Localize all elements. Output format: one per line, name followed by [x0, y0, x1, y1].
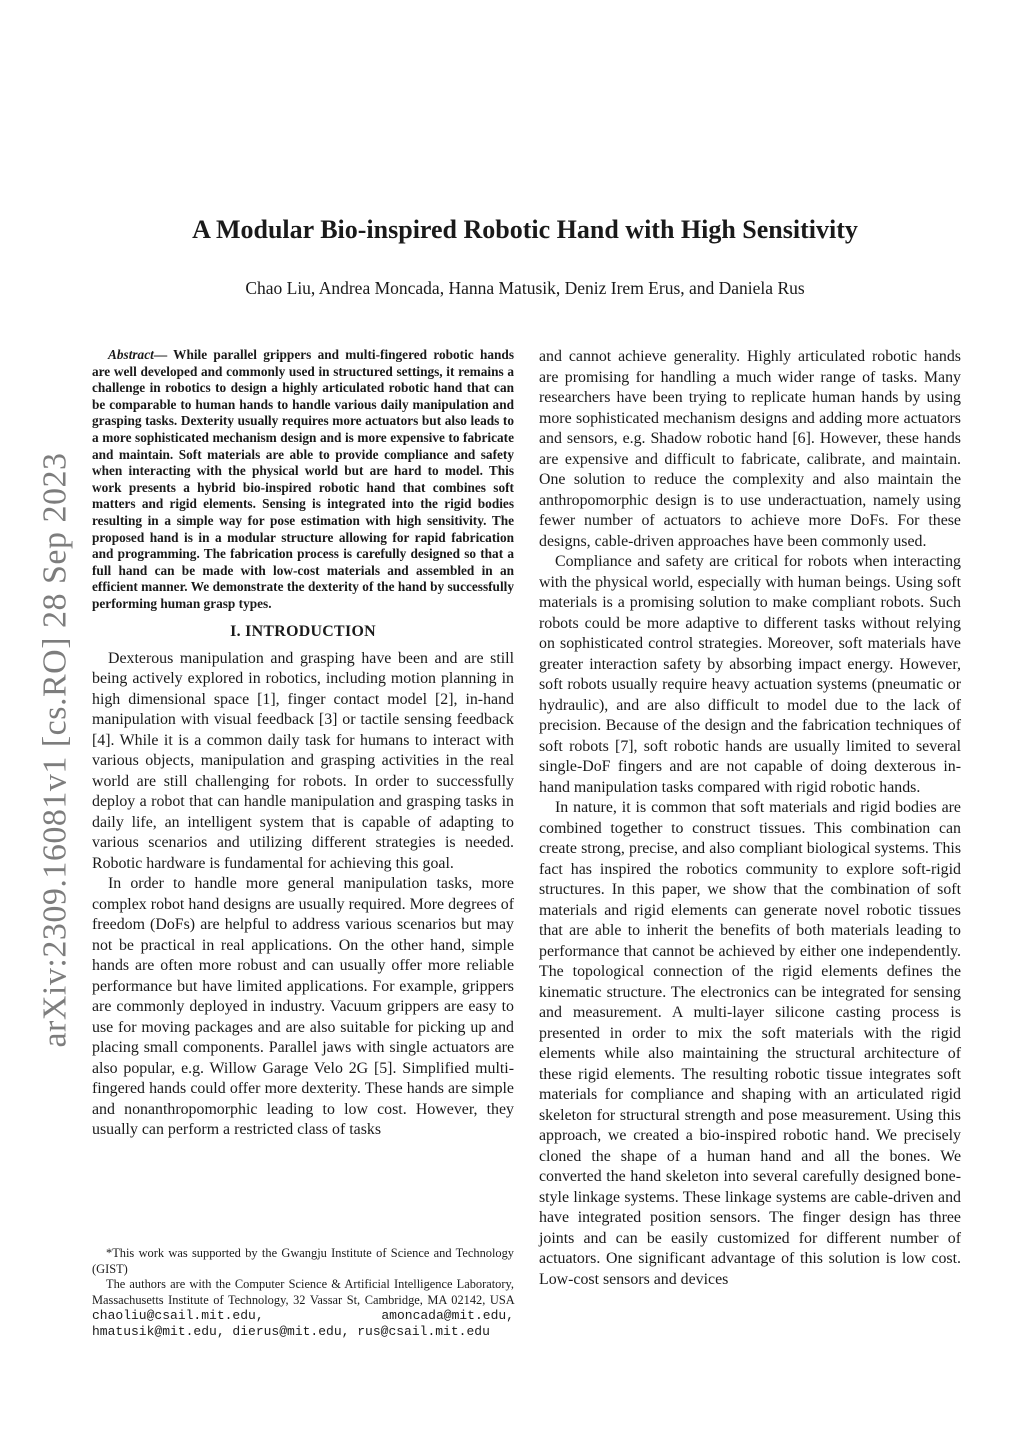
paragraph: Dexterous manipulation and grasping have been and are still being actively explored in robotics, including motion planning in high dimensional space [1], finger contact model [2], in-hand manipulation with visual feedback [3] or tactile sensing feedback [4]. While it is a common daily task for humans to interact with various objects, manipulation and grasping activities in the real world are still challenging for robots. In order to successfully deploy a robot that can handle manipulation and grasping tasks in daily life, an intelligent system that is capable of adapting to various scenarios and utilizing different strategies is needed. Robotic hardware is fundamental for achieving this goal. [92, 649, 514, 872]
author-emails: chaoliu@csail.mit.edu, amoncada@mit.edu, hmatusik@mit.edu, dierus@mit.edu, rus@csail.mit.edu [92, 1308, 514, 1339]
abstract-label: Abstract [108, 347, 154, 362]
arxiv-identifier [26, 450, 86, 1050]
left-column [92, 347, 514, 1141]
paragraph: and cannot achieve generality. Highly articulated robotic hands are promising for handling a much wider range of tasks. Many researchers have been trying to replicate human hands by using more sophisticated mechanism designs and adding more actuators and sensors, e.g. Shadow robotic hand [6]. However, these hands are expensive and difficult to fabricate, calibrate, and maintain. One solution to reduce the complexity and also maintain the anthropomorphic design is to use underactuation, namely using fewer number of actuators to achieve more DoFs. For these designs, cable-driven approaches have been commonly used. [539, 348, 961, 550]
abstract-text: While parallel grippers and multi-fingered robotic hands are well developed and commonly used in structured settings, it remains a challenge in robotics to design a highly articulated robotic hand that can be comparable to human hands to handle various daily manipulation and grasping tasks. Dexterity usually requires more actuators but also leads to a more sophisticated mechanism design and is more expensive to fabricate and maintain. Soft materials are able to provide compliance and safety when interacting with the physical world but are hard to model. This work presents a hybrid bio-inspired robotic hand that combines soft matters and rigid elements. Sensing is integrated into the rigid bodies resulting in a simple way for pose estimation with high sensitivity. The proposed hand is in a modular structure allowing for rapid fabrication and programming. The fabrication process is carefully designed so that a full hand can be made with low-cost materials and assembled in an efficient manner. We demonstrate the dexterity of the hand by successfully performing human grasp types. [92, 347, 514, 611]
section-heading-introduction: I. INTRODUCTION [230, 622, 376, 640]
paragraph: In nature, it is common that soft materials and rigid bodies are combined together to construct tissues. This combination can create strong, precise, and also compliant biological systems. This fact has inspired the robotics community to explore soft-rigid structures. In this paper, we show that the combination of soft materials and rigid elements can generate novel robotic tissues that are able to inherit the benefits of both materials leading to performance that cannot be achieved by either one independently. The topological connection of the rigid elements defines the kinematic structure. The electronics can be integrated for sensing and measurement. A multi-layer silicone casting process is presented in order to mix the soft materials with the rigid elements while also maintaining the structural architecture of these rigid elements. The resulting robotic tissue integrates soft materials for compliance and shaping with an articulated rigid skeleton for structural strength and pose measurement. Using this approach, we created a bio-inspired robotic hand. We precisely cloned the shape of a human hand and all the bones. We converted the hand skeleton into several carefully designed bone-style linkage systems. These linkage systems are cable-driven and have integrated position sensors. The finger design has three joints and can be easily customized for different number of actuators. One significant advantage of this solution is low cost. Low-cost sensors and devices [539, 799, 961, 1288]
arxiv-identifier-text: arXiv:2309.16081v1 [cs.RO] 28 Sep 2023 [37, 452, 74, 1048]
paragraph: Compliance and safety are critical for robots when interacting with the physical world, especially with human beings. Using soft materials is a promising solution to make compliant robots. Such robots could be more adaptive to different tasks without relying on sophisticated control strategies. Moreover, soft materials have greater interaction safety by absorbing impact energy. However, soft robots usually require heavy actuation systems (pneumatic or hydraulic), and are also difficult to model due to the lack of precision. Because of the design and the fabrication techniques of soft robots [7], soft robotic hands are usually limited to several single-DoF fingers and are not capable of doing dexterous in-hand manipulation tasks compared with rigid robotic hands. [539, 553, 961, 796]
abstract [92, 347, 514, 613]
abstract-dash: — [153, 347, 174, 362]
footnote-affiliation [92, 1277, 514, 1339]
footnotes [92, 1246, 514, 1340]
affiliation-text: The authors are with the Computer Science & Artificial Intelligence Laboratory, Massachusetts Institute of Technology, 32 Vassar St, Cambridge, MA 02142, USA [92, 1277, 514, 1307]
paragraph: In order to handle more general manipulation tasks, more complex robot hand designs are usually required. More degrees of freedom (DoFs) are helpful to address various scenarios but may not be practical in real applications. On the other hand, simple hands are often more robust and can usually offer more reliable performance but have limited applications. For example, grippers are commonly deployed in industry. Vacuum grippers are easy to use for moving packages and are also suitable for picking up and placing small components. Parallel jaws with single actuators are also popular, e.g. Willow Garage Velo 2G [5]. Simplified multi-fingered hands could offer more dexterity. These hands are simple and nonanthropomorphic leading to low cost. However, they usually can perform a restricted class of tasks [92, 875, 514, 1138]
paper-title: A Modular Bio-inspired Robotic Hand with High Sensitivity [192, 215, 858, 244]
footnote-funding: *This work was supported by the Gwangju Institute of Science and Technology (GIST) [92, 1246, 514, 1276]
author-list: Chao Liu, Andrea Moncada, Hanna Matusik, Deniz Irem Erus, and Daniela Rus [245, 278, 805, 298]
right-column [539, 347, 961, 1290]
